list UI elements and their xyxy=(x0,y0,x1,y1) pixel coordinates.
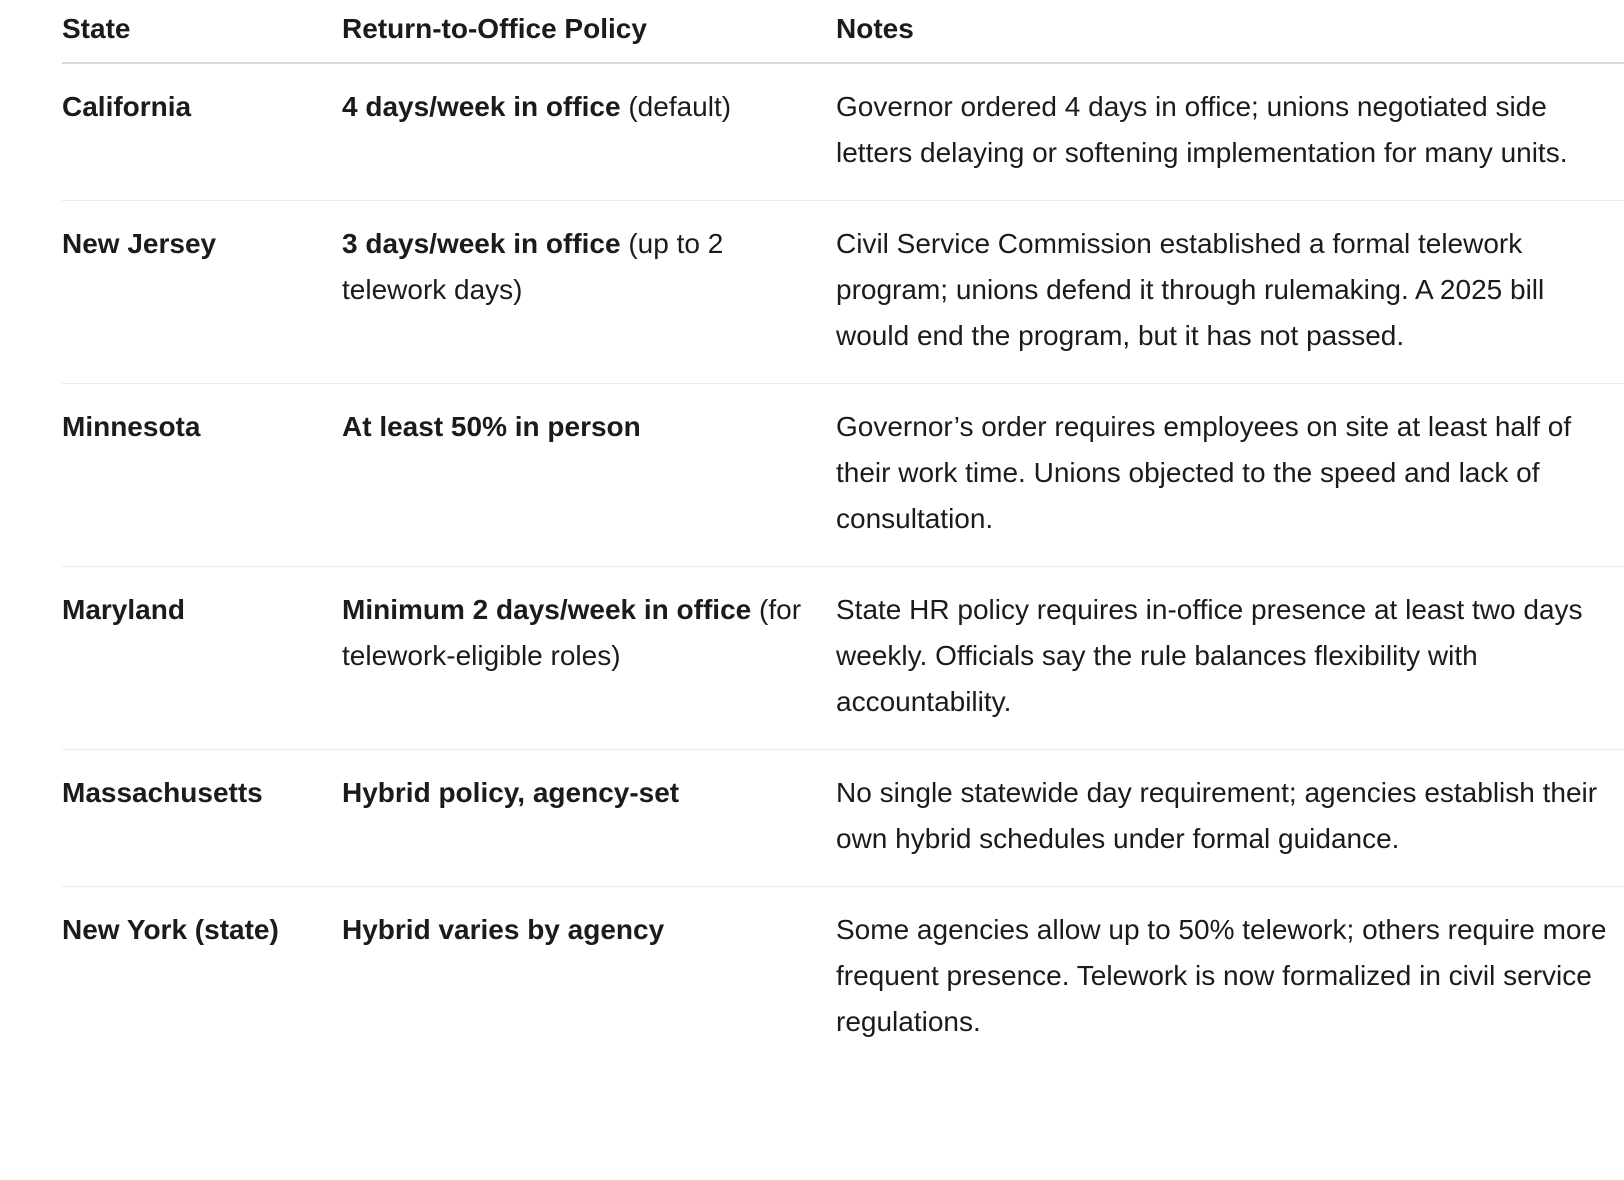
table-body xyxy=(62,63,1624,1069)
notes-cell: State HR policy requires in-office presence at least two days weekly. Officials say the rule balances flexibility with accountability. xyxy=(836,567,1624,750)
state-cell: Massachusetts xyxy=(62,750,342,887)
policy-main: 4 days/week in office xyxy=(342,91,621,122)
state-cell: California xyxy=(62,63,342,201)
table-row xyxy=(62,750,1624,887)
table-row xyxy=(62,63,1624,201)
policy-cell xyxy=(342,384,836,567)
notes-cell: No single statewide day requirement; agencies establish their own hybrid schedules under formal guidance. xyxy=(836,750,1624,887)
policy-main: Minimum 2 days/week in office xyxy=(342,594,752,625)
notes-cell: Governor’s order requires employees on site at least half of their work time. Unions objected to the speed and lack of consultation. xyxy=(836,384,1624,567)
table-row xyxy=(62,887,1624,1070)
policy-cell xyxy=(342,750,836,887)
state-cell: Maryland xyxy=(62,567,342,750)
policy-cell xyxy=(342,887,836,1070)
policy-detail: (up to 2 telework days) xyxy=(342,228,724,305)
rto-policy-table xyxy=(62,0,1624,1069)
policy-main: At least 50% in person xyxy=(342,411,641,442)
policy-cell xyxy=(342,63,836,201)
table-row xyxy=(62,384,1624,567)
policy-main: Hybrid varies by agency xyxy=(342,914,665,945)
policy-cell xyxy=(342,201,836,384)
policy-main: 3 days/week in office xyxy=(342,228,621,259)
policy-cell xyxy=(342,567,836,750)
header-policy: Return-to-Office Policy xyxy=(342,0,836,63)
header-state: State xyxy=(62,0,342,63)
state-cell: New Jersey xyxy=(62,201,342,384)
header-row xyxy=(62,0,1624,63)
header-notes: Notes xyxy=(836,0,1624,63)
policy-detail: (for telework-eligible roles) xyxy=(342,594,802,671)
policy-main: Hybrid policy, agency-set xyxy=(342,777,680,808)
table-row xyxy=(62,567,1624,750)
state-cell: Minnesota xyxy=(62,384,342,567)
notes-cell: Governor ordered 4 days in office; unions negotiated side letters delaying or softening implementation for many units. xyxy=(836,63,1624,201)
table-header xyxy=(62,0,1624,63)
table-row xyxy=(62,201,1624,384)
rto-policy-table-container xyxy=(62,0,1624,1069)
state-cell: New York (state) xyxy=(62,914,279,945)
notes-cell: Some agencies allow up to 50% telework; others require more frequent presence. Telework is now formalized in civil service regulations. xyxy=(836,914,1607,1037)
policy-detail: (default) xyxy=(620,91,732,122)
notes-cell: Civil Service Commission established a formal telework program; unions defend it through rulemaking. A 2025 bill would end the program, but it has not passed. xyxy=(836,201,1624,384)
